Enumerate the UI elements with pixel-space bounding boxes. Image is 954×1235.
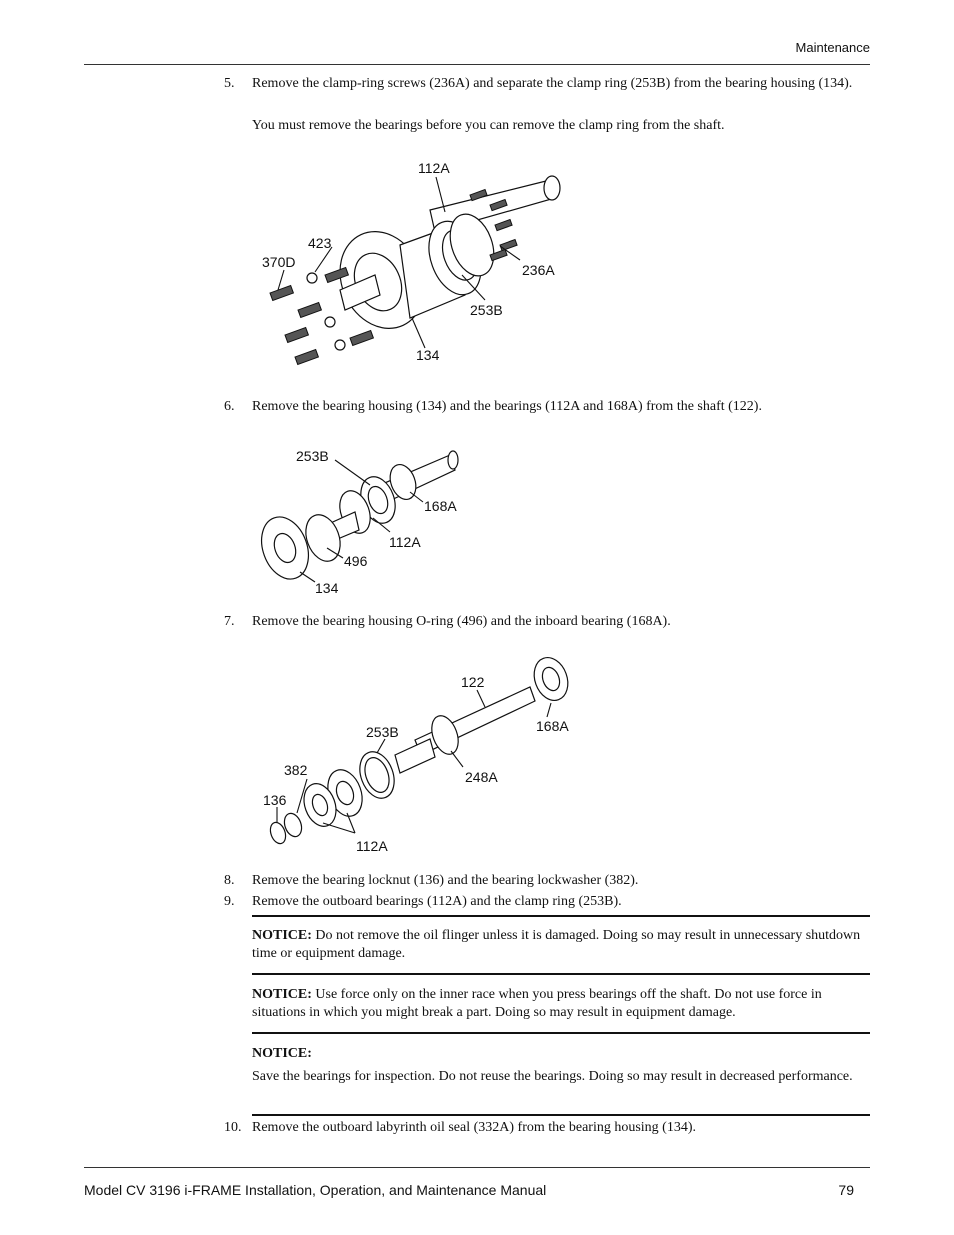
label-134: 134 [315,580,339,596]
notice-label: NOTICE: [252,928,312,943]
label-236A: 236A [522,262,555,278]
footer-rule [84,1167,870,1168]
step-6 [224,398,864,418]
notice-text: Do not remove the oil flinger unless it is damaged. Doing so may result in unnecessary shutdown time or equipment damage. [252,928,861,961]
label-253B: 253B [296,448,329,464]
step-10 [224,1119,864,1139]
footer-manual-title: Model CV 3196 i-FRAME Installation, Operation, and Maintenance Manual [84,1182,547,1198]
notice-rule [252,1032,870,1034]
step-text: Remove the bearing housing O-ring (496) and the inboard bearing (168A). [252,614,671,629]
label-496: 496 [344,553,368,569]
step-5-note: You must remove the bearings before you can remove the clamp ring from the shaft. [252,118,725,133]
notice-rule [252,1114,870,1116]
label-136: 136 [263,792,287,808]
step-text: Remove the bearing housing (134) and the bearings (112A and 168A) from the shaft (122). [252,399,762,414]
step-number: 10. [224,1120,242,1135]
figure-clamp-ring-removal [250,150,590,380]
step-text: Remove the outboard bearings (112A) and the clamp ring (253B). [252,894,622,909]
figure-bearing-housing-removal [255,440,485,600]
step-8 [224,872,864,892]
label-122: 122 [461,674,485,690]
step-9 [224,893,864,913]
running-header: Maintenance [795,40,870,55]
label-253B: 253B [366,724,399,740]
label-112A: 112A [418,160,450,176]
step-text: Remove the bearing locknut (136) and the bearing lockwasher (382). [252,873,639,888]
step-number: 6. [224,399,235,414]
label-370D: 370D [262,254,296,270]
step-text: Remove the clamp-ring screws (236A) and separate the clamp ring (253B) from the bearing housing (134). [252,76,853,91]
label-253B: 253B [470,302,503,318]
figure-shaft-components [255,655,585,860]
notice-label: NOTICE: [252,1046,312,1061]
notice-text: Use force only on the inner race when you press bearings off the shaft. Do not use force in situations in which you might break a part. Doing so may result in equipment damage. [252,987,822,1020]
label-248A: 248A [465,769,498,785]
step-5 [224,75,864,115]
notice-label: NOTICE: [252,987,312,1002]
label-168A: 168A [424,498,457,514]
label-382: 382 [284,762,308,778]
notice-rule [252,915,870,917]
step-number: 9. [224,894,235,909]
notice-bearing-force [252,986,864,1022]
footer-page-number: 79 [838,1182,854,1198]
notice-rule [252,973,870,975]
notice-save-bearings [252,1045,864,1063]
label-112A: 112A [389,534,421,550]
notice-save-bearings-text: Save the bearings for inspection. Do not reuse the bearings. Doing so may result in decreased performance. [252,1069,853,1084]
label-423: 423 [308,235,332,251]
label-112A: 112A [356,838,388,854]
header-rule [84,64,870,65]
notice-oil-flinger [252,927,864,963]
step-7 [224,613,864,633]
label-168A: 168A [536,718,569,734]
step-number: 5. [224,76,235,91]
step-number: 7. [224,614,235,629]
step-text: Remove the outboard labyrinth oil seal (332A) from the bearing housing (134). [252,1120,697,1135]
label-134: 134 [416,347,440,363]
step-number: 8. [224,873,235,888]
